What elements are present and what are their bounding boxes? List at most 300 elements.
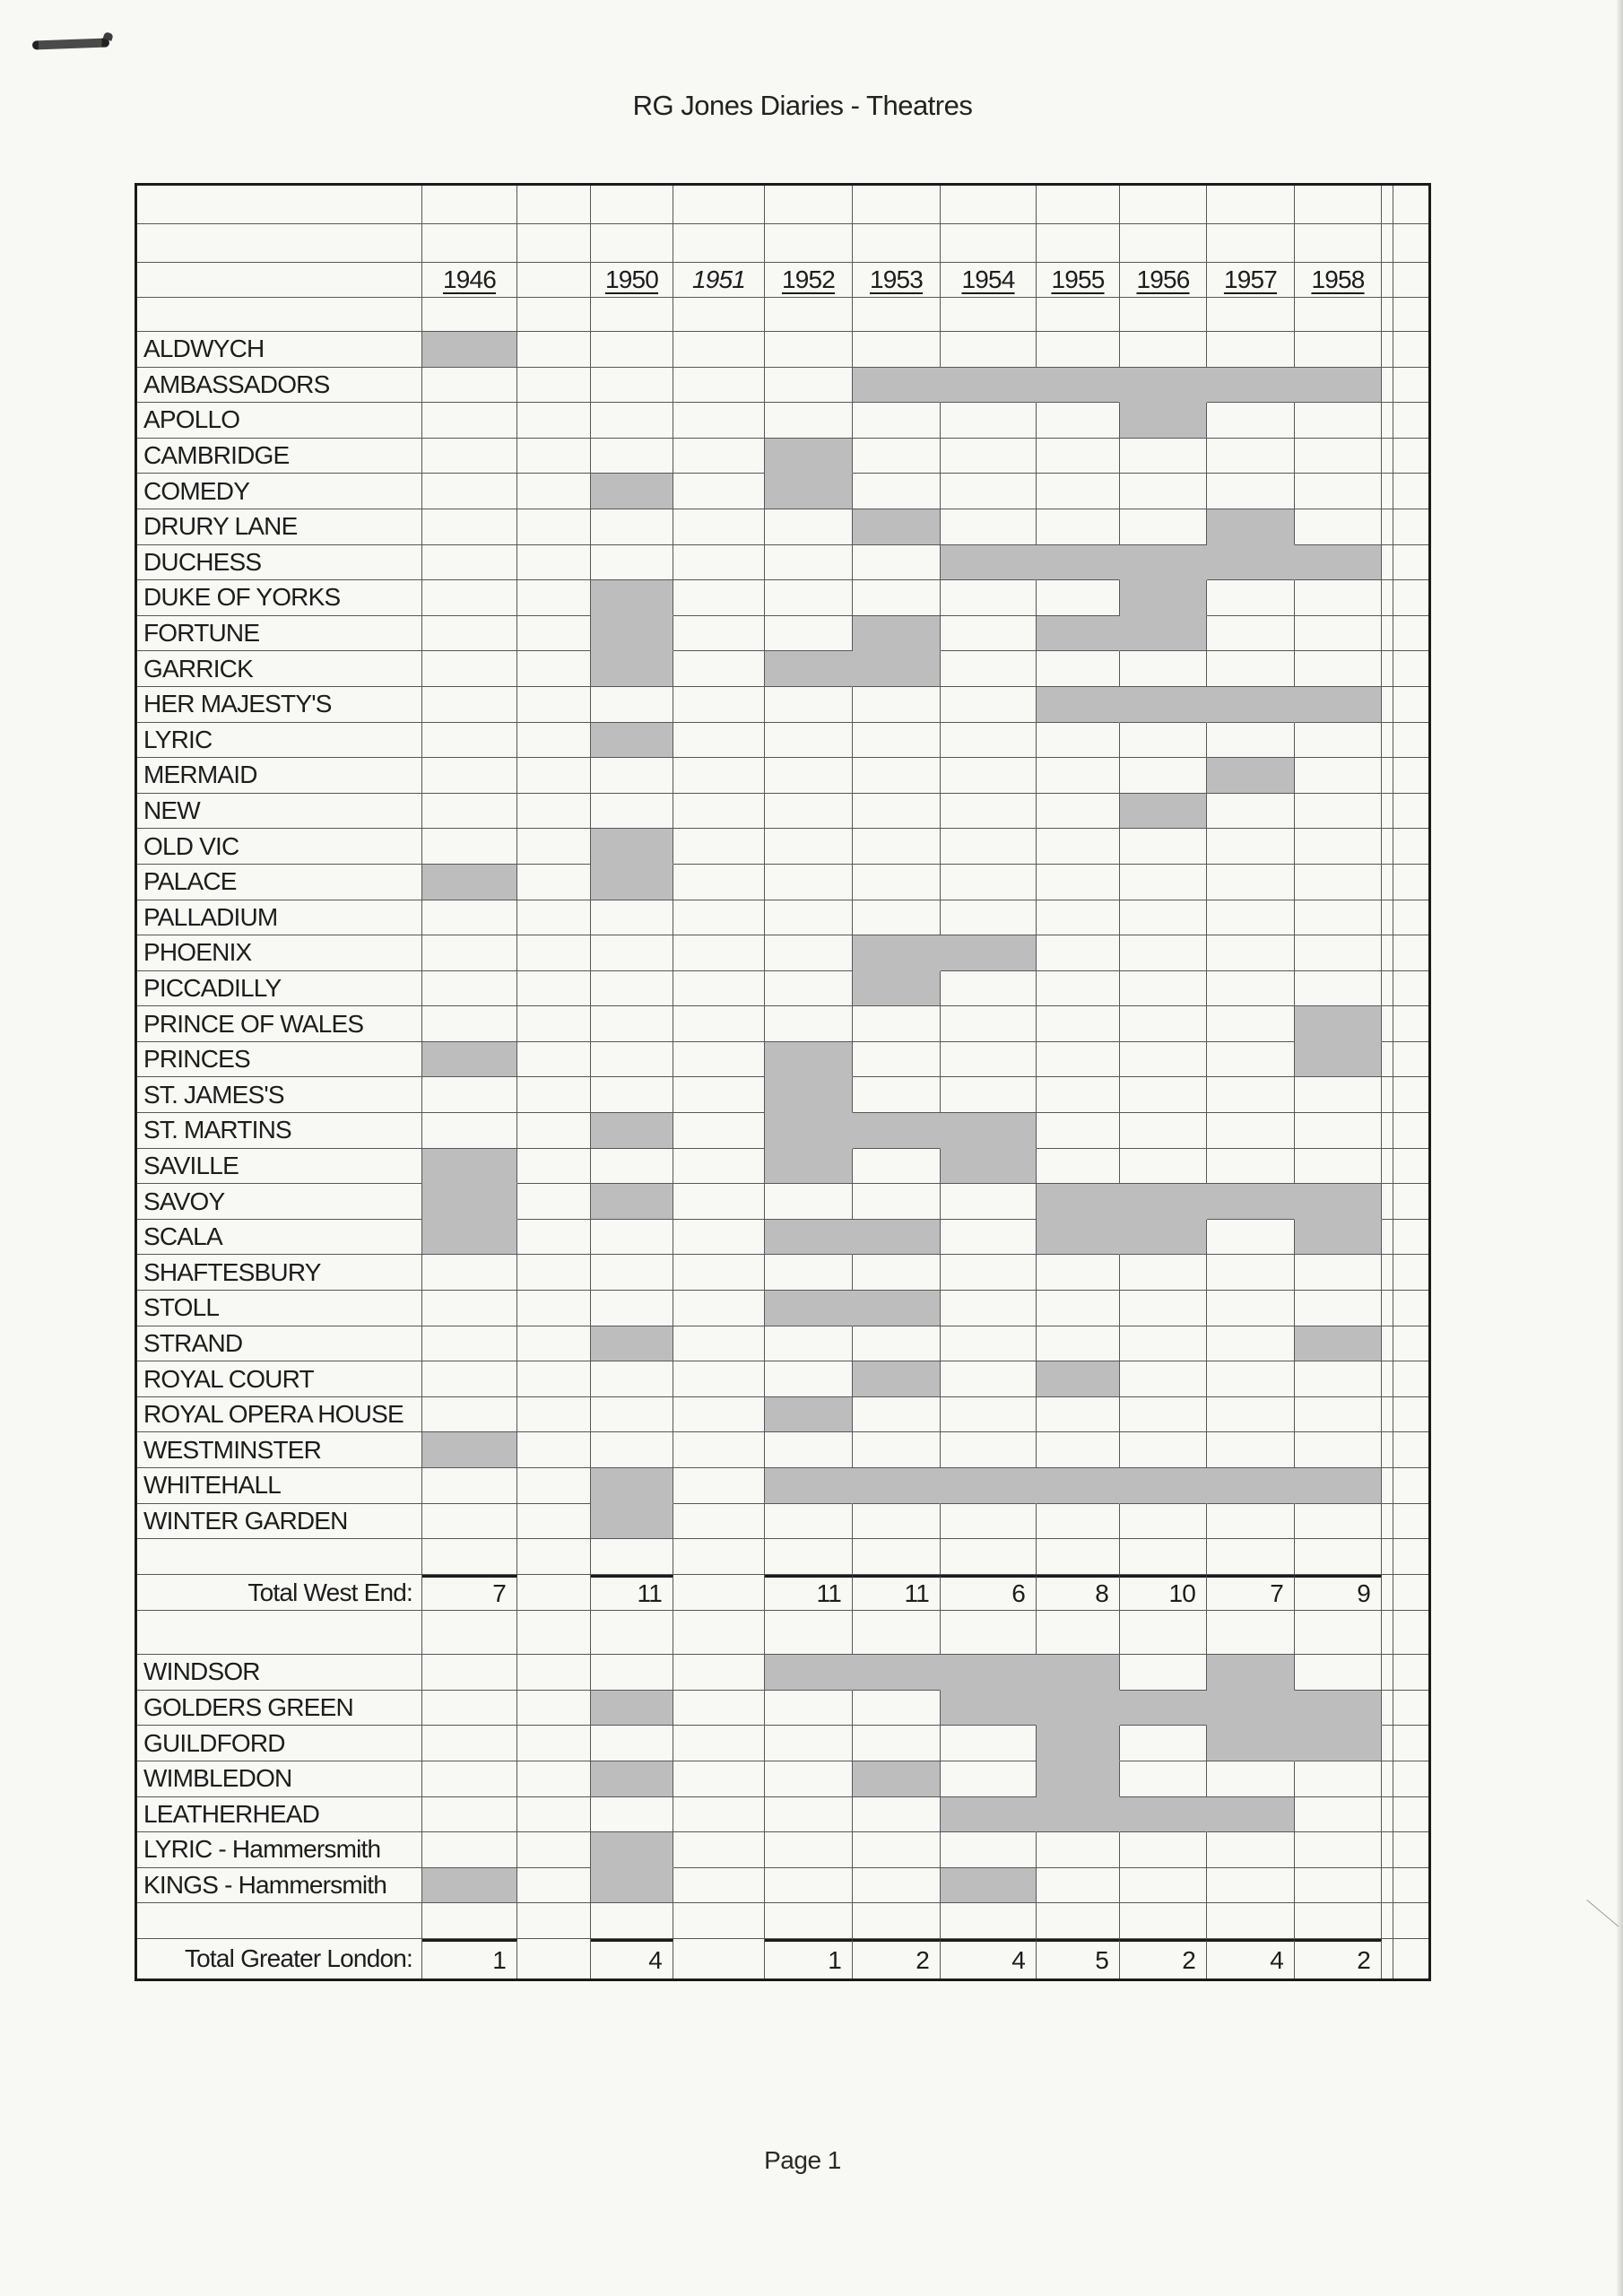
grid-cell xyxy=(1382,794,1393,830)
grid-cell xyxy=(1382,263,1393,298)
grid-cell xyxy=(422,1655,517,1691)
grid-cell xyxy=(1295,1255,1382,1291)
shaded-cell xyxy=(1120,1468,1207,1504)
grid-cell xyxy=(591,224,673,263)
shaded-cell xyxy=(591,1504,673,1540)
grid-cell xyxy=(1382,900,1393,936)
grid-cell xyxy=(673,439,765,474)
theatre-name-cell xyxy=(137,900,422,936)
shaded-cell xyxy=(853,368,941,404)
shaded-cell xyxy=(1037,1691,1120,1726)
shaded-cell xyxy=(853,1291,941,1326)
shaded-cell xyxy=(1295,687,1382,723)
theatre-name-cell xyxy=(137,651,422,687)
grid-cell xyxy=(422,1504,517,1540)
theatre-name-cell xyxy=(137,616,422,652)
grid-cell xyxy=(591,1255,673,1291)
theatre-name: ST. MARTINS xyxy=(143,1116,291,1144)
total-value-cell xyxy=(1295,1575,1382,1611)
grid-cell xyxy=(1393,758,1428,794)
grid-cell xyxy=(673,1655,765,1691)
total-value-cell xyxy=(853,1575,941,1611)
theatre-name: SHAFTESBURY xyxy=(143,1257,321,1286)
grid-cell xyxy=(591,186,673,224)
grid-cell xyxy=(1393,687,1428,723)
theatre-name: CAMBRIDGE xyxy=(143,441,290,470)
shaded-cell xyxy=(1207,687,1295,723)
grid-cell xyxy=(941,723,1037,759)
year-header-cell xyxy=(765,263,853,298)
shaded-cell xyxy=(853,1113,941,1149)
grid-cell xyxy=(1295,723,1382,759)
grid-cell xyxy=(1037,1397,1120,1433)
theatre-name-cell xyxy=(137,1113,422,1149)
total-value-cell xyxy=(422,1575,517,1611)
theatre-name-cell xyxy=(137,1655,422,1691)
theatre-name-cell xyxy=(137,865,422,900)
theatre-name: WINDSOR xyxy=(143,1657,260,1686)
grid-cell xyxy=(422,298,517,332)
grid-cell xyxy=(765,1832,853,1868)
shaded-cell xyxy=(1295,1220,1382,1256)
grid-cell xyxy=(941,403,1037,439)
grid-cell xyxy=(1295,439,1382,474)
grid-cell xyxy=(1382,186,1393,224)
blank-row xyxy=(137,298,1428,332)
year-header-cell xyxy=(591,263,673,298)
theatre-name: SAVILLE xyxy=(143,1151,239,1179)
grid-cell xyxy=(1295,1397,1382,1433)
theatre-name-cell xyxy=(137,1042,422,1078)
total-value: 2 xyxy=(1182,1945,1195,1974)
grid-cell xyxy=(765,1326,853,1362)
grid-cell xyxy=(1207,298,1295,332)
shaded-cell xyxy=(765,439,853,474)
grid-cell xyxy=(1382,935,1393,971)
grid-cell xyxy=(1120,971,1207,1007)
grid-cell xyxy=(1207,1504,1295,1540)
grid-cell xyxy=(1120,509,1207,545)
grid-cell xyxy=(1207,1397,1295,1433)
grid-cell xyxy=(765,186,853,224)
grid-cell xyxy=(1037,1539,1120,1575)
total-value: 4 xyxy=(1011,1945,1025,1974)
shaded-cell xyxy=(1207,1797,1295,1833)
shaded-cell xyxy=(591,1761,673,1797)
grid-cell xyxy=(1295,1149,1382,1185)
grid-cell xyxy=(591,1903,673,1939)
total-value: 1 xyxy=(828,1945,841,1974)
shaded-cell xyxy=(1207,1726,1295,1761)
grid-cell xyxy=(517,935,591,971)
grid-cell xyxy=(673,865,765,900)
grid-cell xyxy=(1207,1255,1295,1291)
grid-cell xyxy=(1295,829,1382,865)
grid-cell xyxy=(765,1868,853,1904)
shaded-cell xyxy=(853,1468,941,1504)
theatre-row xyxy=(137,1761,1428,1797)
shaded-cell xyxy=(591,1468,673,1504)
theatre-name-cell xyxy=(137,971,422,1007)
total-label-cell xyxy=(137,1575,422,1611)
grid-cell xyxy=(1382,651,1393,687)
theatre-name-cell xyxy=(137,1361,422,1397)
grid-cell xyxy=(517,332,591,368)
shaded-cell xyxy=(853,1761,941,1797)
grid-cell xyxy=(941,758,1037,794)
grid-cell xyxy=(1393,1655,1428,1691)
grid-cell xyxy=(1037,439,1120,474)
grid-cell xyxy=(517,263,591,298)
grid-cell xyxy=(137,186,422,224)
theatre-name: OLD VIC xyxy=(143,831,239,860)
grid-cell xyxy=(1120,439,1207,474)
grid-cell xyxy=(517,1113,591,1149)
grid-cell xyxy=(673,1761,765,1797)
grid-cell xyxy=(1382,1326,1393,1362)
shaded-cell xyxy=(765,651,853,687)
shaded-cell xyxy=(422,1220,517,1256)
grid-cell xyxy=(591,971,673,1007)
grid-cell xyxy=(1382,474,1393,509)
theatre-name-cell xyxy=(137,1797,422,1833)
grid-cell xyxy=(765,368,853,404)
grid-cell xyxy=(1207,439,1295,474)
grid-cell xyxy=(1382,865,1393,900)
year-header-cell xyxy=(1037,263,1120,298)
grid-cell xyxy=(673,474,765,509)
total-value-cell xyxy=(1120,1575,1207,1611)
theatre-name-cell xyxy=(137,1291,422,1326)
theatre-row xyxy=(137,651,1428,687)
grid-cell xyxy=(1393,1184,1428,1220)
grid-cell xyxy=(1393,1006,1428,1042)
grid-cell xyxy=(1207,186,1295,224)
grid-cell xyxy=(853,1868,941,1904)
grid-cell xyxy=(853,1397,941,1433)
grid-cell xyxy=(591,1539,673,1575)
grid-cell xyxy=(422,900,517,936)
grid-cell xyxy=(1037,1255,1120,1291)
grid-cell xyxy=(1295,1539,1382,1575)
grid-cell xyxy=(765,687,853,723)
grid-cell xyxy=(1207,1868,1295,1904)
grid-cell xyxy=(591,794,673,830)
grid-cell xyxy=(1382,1726,1393,1761)
grid-cell xyxy=(1207,935,1295,971)
grid-cell xyxy=(941,1361,1037,1397)
grid-cell xyxy=(422,1761,517,1797)
grid-cell xyxy=(1393,865,1428,900)
grid-cell xyxy=(853,900,941,936)
grid-cell xyxy=(765,1361,853,1397)
binder-clip-mark xyxy=(32,39,109,50)
grid-cell xyxy=(137,1903,422,1939)
grid-cell xyxy=(941,1832,1037,1868)
total-value-cell xyxy=(1295,1939,1382,1979)
grid-cell xyxy=(517,900,591,936)
grid-cell xyxy=(422,1797,517,1833)
theatre-name-cell xyxy=(137,1832,422,1868)
grid-cell xyxy=(853,1006,941,1042)
grid-cell xyxy=(1207,651,1295,687)
grid-cell xyxy=(765,829,853,865)
grid-cell xyxy=(673,224,765,263)
grid-cell xyxy=(1295,758,1382,794)
grid-cell xyxy=(517,474,591,509)
grid-cell xyxy=(853,723,941,759)
grid-cell xyxy=(422,1077,517,1113)
grid-cell xyxy=(941,1184,1037,1220)
grid-cell xyxy=(673,1149,765,1185)
grid-cell xyxy=(673,1832,765,1868)
grid-cell xyxy=(1393,580,1428,616)
theatre-row xyxy=(137,439,1428,474)
grid-cell xyxy=(853,687,941,723)
grid-cell xyxy=(1382,1611,1393,1655)
grid-cell xyxy=(422,1691,517,1726)
page-number: Page 1 xyxy=(764,2146,841,2174)
grid-cell xyxy=(1393,651,1428,687)
grid-cell xyxy=(941,580,1037,616)
grid-cell xyxy=(673,1220,765,1256)
total-greater-london-row xyxy=(137,1939,1428,1979)
grid-cell xyxy=(1295,298,1382,332)
total-west-end-row xyxy=(137,1575,1428,1611)
grid-cell xyxy=(591,403,673,439)
theatre-row xyxy=(137,368,1428,404)
total-label: Total West End: xyxy=(247,1578,412,1606)
grid-cell xyxy=(1120,1042,1207,1078)
grid-cell xyxy=(941,1761,1037,1797)
grid-cell xyxy=(673,1184,765,1220)
total-value: 9 xyxy=(1357,1579,1370,1608)
grid-cell xyxy=(673,1575,765,1611)
grid-cell xyxy=(517,1691,591,1726)
grid-cell xyxy=(765,971,853,1007)
shaded-cell xyxy=(1295,1184,1382,1220)
grid-cell xyxy=(1295,1077,1382,1113)
year-header-cell xyxy=(853,263,941,298)
theatre-name-cell xyxy=(137,1255,422,1291)
grid-cell xyxy=(591,545,673,581)
theatre-name-cell xyxy=(137,1149,422,1185)
grid-cell xyxy=(853,1539,941,1575)
grid-cell xyxy=(1207,1832,1295,1868)
shaded-cell xyxy=(1295,368,1382,404)
grid-cell xyxy=(941,1903,1037,1939)
grid-cell xyxy=(1207,332,1295,368)
theatre-row xyxy=(137,1149,1428,1185)
grid-cell xyxy=(941,1220,1037,1256)
total-value-cell xyxy=(765,1939,853,1979)
grid-cell xyxy=(1037,865,1120,900)
theatre-name-cell xyxy=(137,1432,422,1468)
grid-cell xyxy=(517,1611,591,1655)
grid-cell xyxy=(853,1042,941,1078)
grid-cell xyxy=(517,1726,591,1761)
grid-cell xyxy=(941,474,1037,509)
grid-cell xyxy=(1295,1655,1382,1691)
shaded-cell xyxy=(765,1220,853,1256)
grid-cell xyxy=(1120,1361,1207,1397)
grid-cell xyxy=(1393,1611,1428,1655)
grid-cell xyxy=(517,1868,591,1904)
grid-cell xyxy=(1382,1939,1393,1979)
grid-cell xyxy=(591,1726,673,1761)
grid-cell xyxy=(517,1432,591,1468)
grid-cell xyxy=(765,1184,853,1220)
shaded-cell xyxy=(591,580,673,616)
grid-cell xyxy=(1382,1006,1393,1042)
grid-cell xyxy=(1393,332,1428,368)
theatre-name-cell xyxy=(137,1868,422,1904)
grid-cell xyxy=(1207,616,1295,652)
grid-cell xyxy=(1295,403,1382,439)
shaded-cell xyxy=(1037,1726,1120,1761)
total-value: 7 xyxy=(492,1579,506,1608)
grid-cell xyxy=(1037,580,1120,616)
grid-cell xyxy=(673,1726,765,1761)
grid-cell xyxy=(1393,829,1428,865)
grid-cell xyxy=(1382,1255,1393,1291)
theatre-name-cell xyxy=(137,1504,422,1540)
shaded-cell xyxy=(422,1868,517,1904)
grid-cell xyxy=(765,1611,853,1655)
total-value-cell xyxy=(1207,1575,1295,1611)
grid-cell xyxy=(517,865,591,900)
grid-cell xyxy=(673,1326,765,1362)
scan-edge-shadow xyxy=(1616,0,1623,2296)
total-value-cell xyxy=(765,1575,853,1611)
grid-cell xyxy=(1382,1797,1393,1833)
shaded-cell xyxy=(1120,687,1207,723)
grid-cell xyxy=(1382,332,1393,368)
total-value-cell xyxy=(941,1939,1037,1979)
grid-cell xyxy=(422,687,517,723)
grid-cell xyxy=(591,439,673,474)
grid-cell xyxy=(422,1832,517,1868)
theatre-row xyxy=(137,1361,1428,1397)
grid-cell xyxy=(1393,474,1428,509)
grid-cell xyxy=(517,1468,591,1504)
total-value-cell xyxy=(1037,1939,1120,1979)
theatre-name-cell xyxy=(137,403,422,439)
theatre-name: GUILDFORD xyxy=(143,1728,285,1757)
grid-cell xyxy=(941,865,1037,900)
grid-cell xyxy=(765,900,853,936)
shaded-cell xyxy=(1037,1468,1120,1504)
grid-cell xyxy=(941,971,1037,1007)
grid-cell xyxy=(673,651,765,687)
grid-cell xyxy=(1120,935,1207,971)
grid-cell xyxy=(1295,186,1382,224)
theatre-name-cell xyxy=(137,1220,422,1256)
grid-cell xyxy=(1120,900,1207,936)
grid-cell xyxy=(422,829,517,865)
theatre-row xyxy=(137,1504,1428,1540)
total-value-cell xyxy=(591,1575,673,1611)
grid-cell xyxy=(422,580,517,616)
grid-cell xyxy=(591,1361,673,1397)
shaded-cell xyxy=(591,865,673,900)
grid-cell xyxy=(673,1291,765,1326)
grid-cell xyxy=(673,332,765,368)
grid-cell xyxy=(422,368,517,404)
grid-cell xyxy=(517,1939,591,1979)
grid-cell xyxy=(1382,439,1393,474)
grid-cell xyxy=(517,1291,591,1326)
total-value: 5 xyxy=(1095,1945,1108,1974)
grid-cell xyxy=(765,1691,853,1726)
grid-cell xyxy=(591,1611,673,1655)
grid-cell xyxy=(517,971,591,1007)
grid-cell xyxy=(1393,298,1428,332)
grid-cell xyxy=(591,298,673,332)
theatre-row xyxy=(137,1326,1428,1362)
shaded-cell xyxy=(1295,1468,1382,1504)
theatre-name-cell xyxy=(137,1184,422,1220)
grid-cell xyxy=(941,1255,1037,1291)
grid-cell xyxy=(673,1077,765,1113)
grid-cell xyxy=(853,1691,941,1726)
theatre-row xyxy=(137,1006,1428,1042)
grid-cell xyxy=(673,1903,765,1939)
grid-cell xyxy=(1207,1432,1295,1468)
grid-cell xyxy=(853,1726,941,1761)
grid-cell xyxy=(1382,1077,1393,1113)
grid-cell xyxy=(1120,474,1207,509)
grid-cell xyxy=(941,1539,1037,1575)
theatre-name-cell xyxy=(137,332,422,368)
grid-cell xyxy=(517,1797,591,1833)
theatre-name: LYRIC - Hammersmith xyxy=(143,1835,381,1864)
theatre-row xyxy=(137,794,1428,830)
grid-cell xyxy=(1120,1761,1207,1797)
theatre-name-cell xyxy=(137,474,422,509)
grid-cell xyxy=(591,1291,673,1326)
grid-cell xyxy=(673,403,765,439)
grid-cell xyxy=(591,1149,673,1185)
grid-cell xyxy=(853,298,941,332)
grid-cell xyxy=(673,1611,765,1655)
theatre-name-cell xyxy=(137,1761,422,1797)
year-header-cell xyxy=(422,263,517,298)
grid-cell xyxy=(1120,829,1207,865)
total-value-cell xyxy=(591,1939,673,1979)
theatre-name: FORTUNE xyxy=(143,619,260,648)
theatre-row xyxy=(137,1468,1428,1504)
shaded-cell xyxy=(591,1868,673,1904)
shaded-cell xyxy=(1295,545,1382,581)
grid-cell xyxy=(517,1761,591,1797)
grid-cell xyxy=(673,1432,765,1468)
grid-cell xyxy=(1295,1761,1382,1797)
grid-cell xyxy=(765,1006,853,1042)
grid-cell xyxy=(517,1504,591,1540)
grid-cell xyxy=(1295,935,1382,971)
grid-cell xyxy=(517,1077,591,1113)
grid-cell xyxy=(765,1432,853,1468)
grid-cell xyxy=(591,1397,673,1433)
theatre-row xyxy=(137,332,1428,368)
grid-cell xyxy=(517,509,591,545)
theatre-row xyxy=(137,545,1428,581)
grid-cell xyxy=(1120,186,1207,224)
grid-cell xyxy=(1037,1077,1120,1113)
grid-cell xyxy=(1120,1113,1207,1149)
shaded-cell xyxy=(591,1113,673,1149)
